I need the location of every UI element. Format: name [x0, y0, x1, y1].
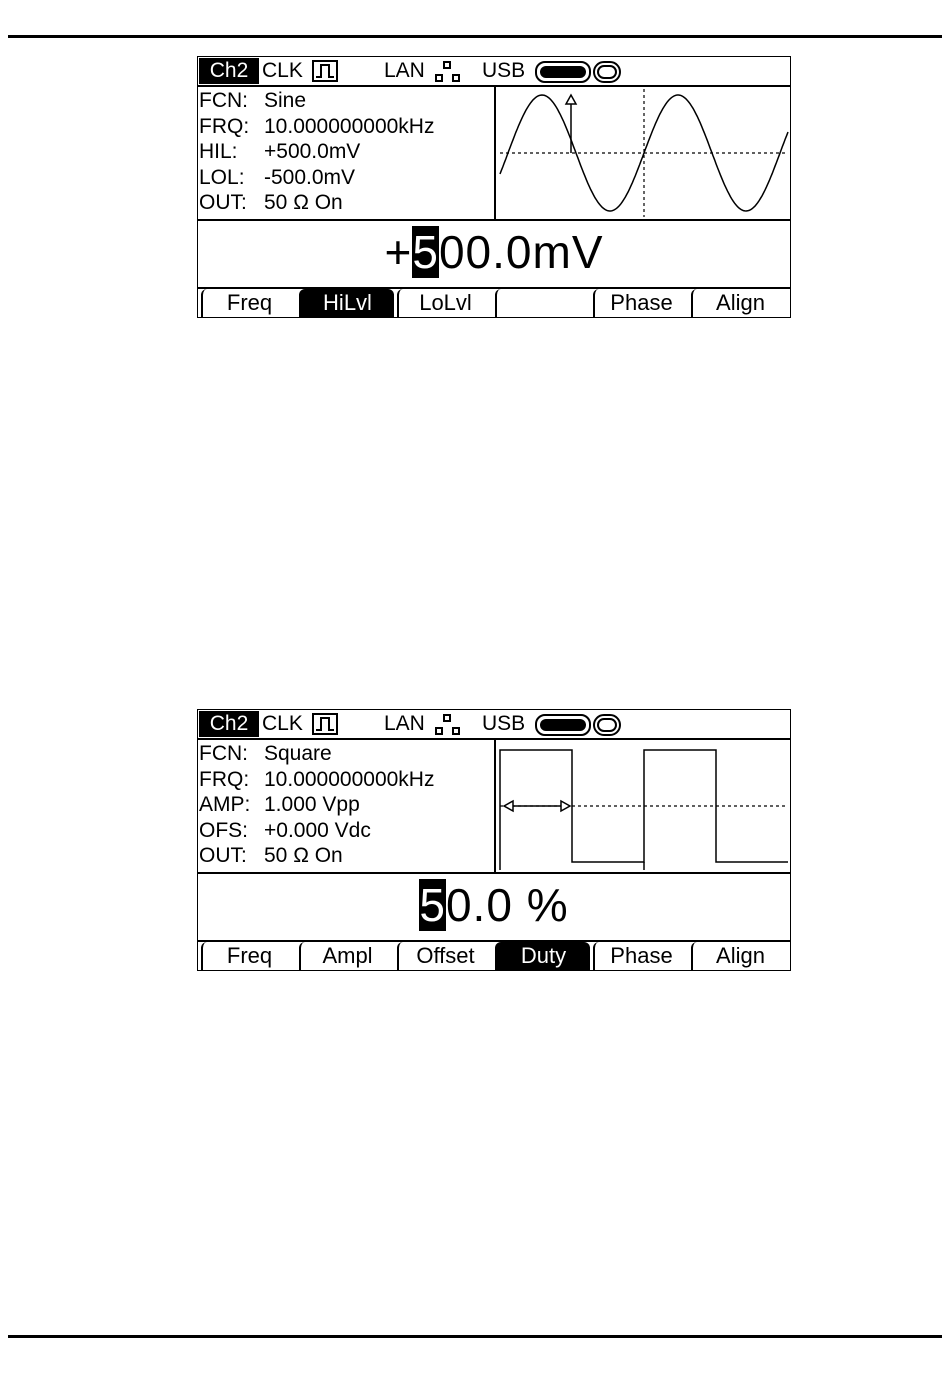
lan-network-icon: [435, 61, 461, 83]
clk-label: CLK: [262, 712, 303, 735]
edit-cursor-digit[interactable]: 5: [419, 879, 446, 931]
param-row-function: FCN: Sine: [199, 89, 307, 112]
status-bar: [198, 57, 790, 87]
usb-drive-icon: [534, 60, 624, 84]
edit-cursor-digit[interactable]: 5: [412, 226, 439, 278]
param-row-function: FCN: Square: [199, 742, 332, 765]
softkey-freq[interactable]: Freq: [201, 289, 296, 317]
param-row-low-level: LOL: -500.0mV: [199, 165, 356, 189]
bottom-rule: [8, 1335, 942, 1338]
softkey-freq[interactable]: Freq: [201, 942, 296, 970]
generator-screen-square: [197, 709, 791, 971]
parameter-panel: [198, 87, 496, 219]
status-bar: [198, 710, 790, 740]
lan-label: LAN: [384, 59, 425, 82]
generator-screen-sine: [197, 56, 791, 318]
param-row-output: OUT: 50 Ω On: [199, 191, 343, 215]
value-sign: +: [384, 226, 413, 278]
param-row-amplitude: AMP: 1.000 Vpp: [199, 793, 360, 817]
lan-network-icon: [435, 714, 461, 736]
softkey-bar: [198, 287, 790, 317]
parameter-panel: [198, 740, 496, 872]
param-row-output: OUT: 50 Ω On: [199, 844, 343, 868]
param-row-frequency: FRQ: 10.000000000kHz: [199, 114, 435, 138]
softkey-offset[interactable]: Offset: [397, 942, 492, 970]
usb-label: USB: [482, 59, 526, 82]
softkey-phase[interactable]: Phase: [593, 942, 688, 970]
param-row-high-level: HIL: +500.0mV: [199, 140, 361, 164]
lan-label: LAN: [384, 712, 425, 735]
value-remainder: 00.0mV: [438, 226, 604, 278]
softkey-align[interactable]: Align: [691, 942, 788, 970]
usb-label: USB: [482, 712, 526, 735]
softkey-phase[interactable]: Phase: [593, 289, 688, 317]
clock-pulse-icon: [312, 713, 338, 735]
softkey-hilvl[interactable]: HiLvl: [299, 289, 394, 317]
value-entry-display[interactable]: [198, 872, 790, 939]
sine-waveform-preview: [496, 87, 790, 219]
channel-indicator[interactable]: Ch2: [199, 58, 259, 84]
clock-pulse-icon: [312, 60, 338, 82]
square-waveform-preview: [496, 740, 790, 872]
softkey-align[interactable]: Align: [691, 289, 788, 317]
usb-drive-icon: [534, 713, 624, 737]
value-remainder: 0.0 %: [445, 879, 569, 931]
value-entry-display[interactable]: [198, 219, 790, 286]
channel-indicator[interactable]: Ch2: [199, 711, 259, 737]
param-row-frequency: FRQ: 10.000000000kHz: [199, 767, 435, 791]
param-row-offset: OFS: +0.000 Vdc: [199, 818, 371, 842]
softkey-ampl[interactable]: Ampl: [299, 942, 394, 970]
softkey-blank[interactable]: [495, 289, 590, 317]
top-rule: [8, 35, 942, 38]
softkey-lolvl[interactable]: LoLvl: [397, 289, 492, 317]
clk-label: CLK: [262, 59, 303, 82]
softkey-duty[interactable]: Duty: [495, 942, 590, 970]
softkey-bar: [198, 940, 790, 970]
